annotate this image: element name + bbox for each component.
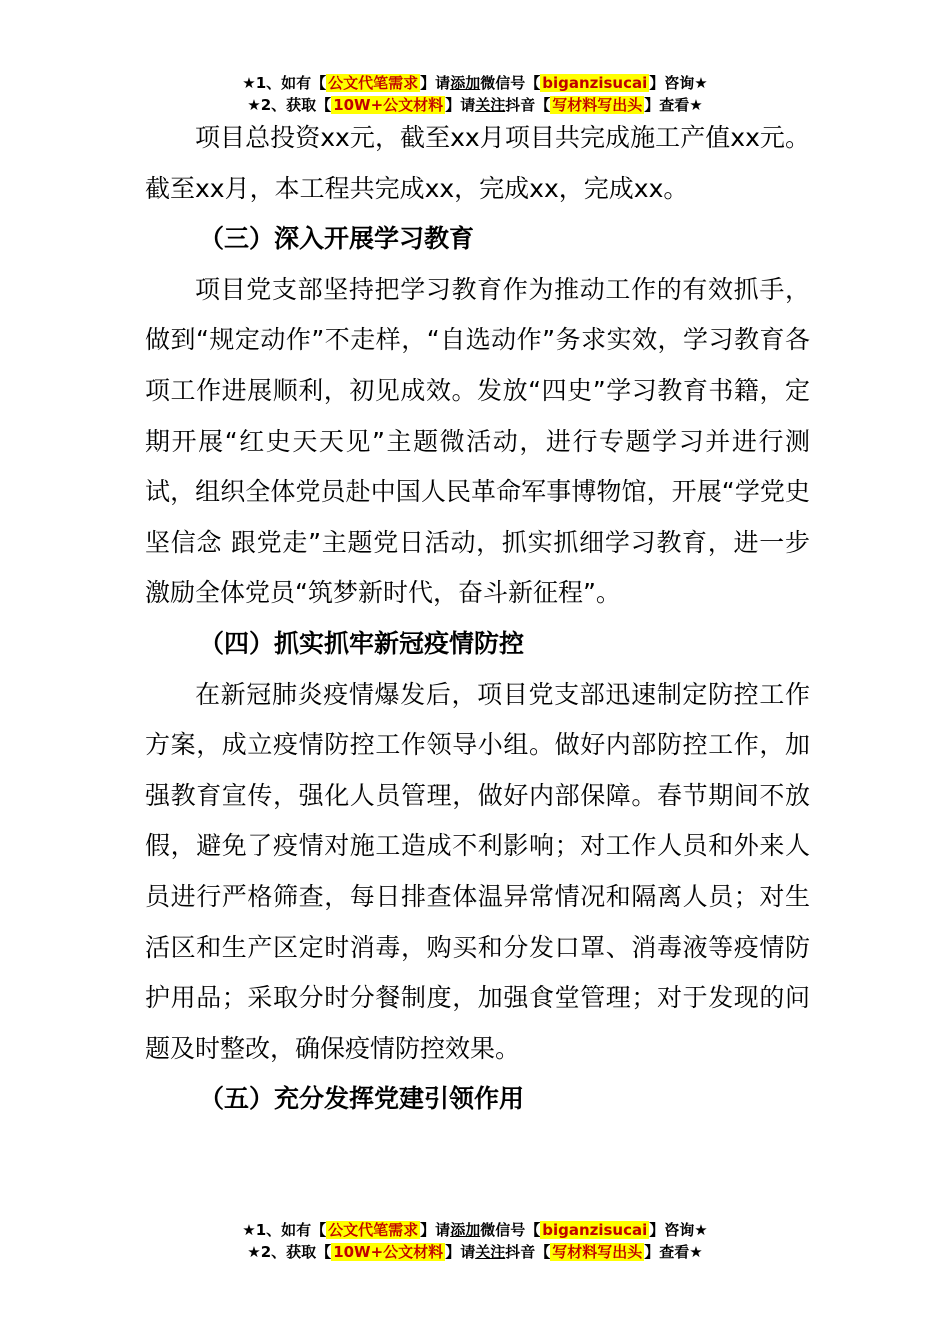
banner-line-1: ★1、如有【 公文代笔需求 】请添加微信号【 biganzisucai 】咨询★ <box>242 74 708 92</box>
header-banner <box>0 72 950 116</box>
footer-banner <box>0 1219 950 1263</box>
paragraph-epidemic-control: 在新冠肺炎疫情爆发后，项目党支部迅速制定防控工作方案，成立疫情防控工作领导小组。做好内部防控工作，加强教育宣传，强化人员管理，做好内部保障。春节期间不放假，避免了疫情对施工造成不利影响；对工作人员和外来人员进行严格筛查，每日排查体温异常情况和隔离人员；对生活区和生产区定时消毒，购买和分发口罩、消毒液等疫情防护用品；采取分时分餐制度，加强食堂管理；对于发现的问题及时整改，确保疫情防控效果。 <box>145 679 810 1063</box>
heading-epidemic-control: （四）抓实抓牢新冠疫情防控 <box>199 628 525 658</box>
footer-line-2: ★2、获取【 10W+公文材料 】请关注抖音【 写材料写出头 】查看★ <box>247 1243 703 1261</box>
highlight-wechat-id: biganzisucai <box>542 74 648 92</box>
highlight-service: 公文代笔需求 <box>328 74 419 92</box>
paragraph-learning-education: 项目党支部坚持把学习教育作为推动工作的有效抓手，做到“规定动作”不走样，“自选动作”务求实效，学习教育各项工作进展顺利，初见成效。发放“四史”学习教育书籍，定期开展“红史天天见”主题微活动，进行专题学习并进行测试，组织全体党员赴中国人民革命军事博物馆，开展“学党史 坚信念 跟党走”主题党日活动，抓实抓细学习教育，进一步激励全体党员“筑梦新时代，奋斗新征程”。 <box>145 274 810 608</box>
highlight-materials: 10W+公文材料 <box>333 96 444 114</box>
document-body <box>145 113 810 1125</box>
footer-highlight-materials: 10W+公文材料 <box>333 1243 444 1261</box>
banner-line-2: ★2、获取【 10W+公文材料 】请关注抖音【 写材料写出头 】查看★ <box>247 96 703 114</box>
paragraph-investment: 项目总投资xx元，截至xx月项目共完成施工产值xx元。截至xx月，本工程共完成xx，完成xx，完成xx。 <box>145 123 810 203</box>
footer-highlight-service: 公文代笔需求 <box>328 1221 419 1239</box>
heading-learning-education: （三）深入开展学习教育 <box>199 224 475 254</box>
footer-line-1: ★1、如有【 公文代笔需求 】请添加微信号【 biganzisucai 】咨询★ <box>242 1221 708 1239</box>
footer-highlight-douyin: 写材料写出头 <box>552 1243 643 1261</box>
footer-highlight-wechat-id: biganzisucai <box>542 1221 648 1239</box>
heading-party-leadership: （五）充分发挥党建引领作用 <box>199 1084 525 1114</box>
highlight-douyin: 写材料写出头 <box>552 96 643 114</box>
